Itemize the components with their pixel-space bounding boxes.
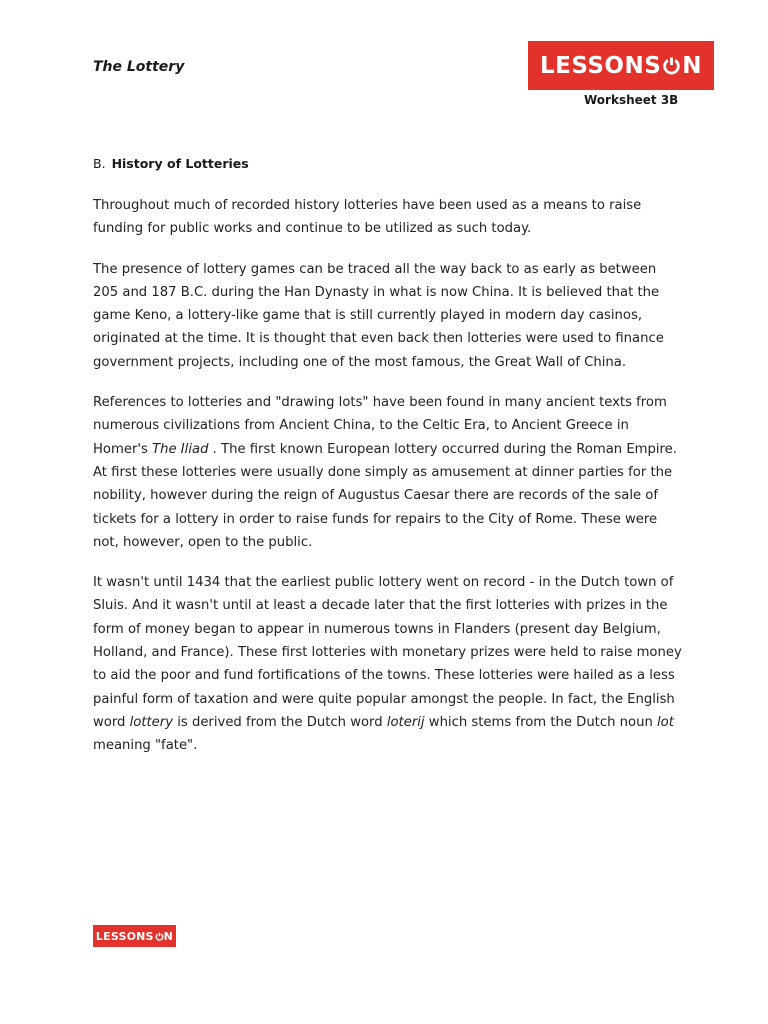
paragraph-4-text-c: is derived from the Dutch word <box>173 714 387 730</box>
paragraph-3-text-c: . The first known European lottery occurred during the Roman Empire. At first these lotteries were usually done simply as amusement at dinner parties for the nobility, however during the reign of Augustus Caesar there are records of the sale of tickets for a lottery in order to raise funds for repairs to the City of Rome. These were not, however, open to the public. <box>93 441 677 550</box>
iliad-title: The Iliad <box>152 441 209 457</box>
paragraph-3-text-a: References to lotteries and "drawing lots" have been found in many ancient texts from numerous civilizations from Ancient China, to the Celtic Era, to Ancient Greece in Homer's <box>93 395 667 457</box>
lessonson-logo <box>528 41 714 90</box>
word-lottery: lottery <box>129 714 174 730</box>
logo-text-end: N <box>682 52 703 79</box>
logo-text-start: LESSONS <box>539 52 662 79</box>
paragraph-3 <box>93 391 683 554</box>
paragraph-4 <box>93 571 683 757</box>
paragraph-4-text-a: It wasn't until 1434 that the earliest public lottery went on record - in the Dutch town of Sluis. And it wasn't until at least a decade later that the first lotteries with prizes in the form of money began to appear in numerous towns in Flanders (present day Belgium, Holland, and France). These first lotteries with monetary prizes were held to raise money to aid the poor and fund fortifications of the towns. These lotteries were hailed as a less painful form of taxation and were quite popular amongst the people. In fact, the English word <box>93 575 682 730</box>
body-text <box>93 194 683 775</box>
word-lot: lot <box>657 714 674 730</box>
power-icon <box>662 56 681 75</box>
paragraph-4-text-e: which stems from the Dutch noun <box>424 714 657 730</box>
footer-power-icon <box>155 932 164 941</box>
section-letter: B. <box>93 156 106 171</box>
document-title: The Lottery <box>93 59 185 75</box>
footer-logo-text-end: N <box>163 929 174 943</box>
paragraph-1: Throughout much of recorded history lotteries have been used as a means to raise funding for public works and continue to be utilized as such today. <box>93 198 642 237</box>
footer-logo-text-start: LESSONS <box>95 929 154 943</box>
worksheet-label: Worksheet 3B <box>584 93 679 107</box>
word-loterij: loterij <box>386 714 425 730</box>
section-heading-row <box>93 156 249 171</box>
paragraph-4-text-g: meaning "fate". <box>93 738 198 754</box>
section-heading: History of Lotteries <box>111 156 249 171</box>
paragraph-2: The presence of lottery games can be traced all the way back to as early as between 205 and 187 B.C. during the Han Dynasty in what is now China. It is believed that the game Keno, a lottery-like game that is still currently played in modern day casinos, originated at the time. It is thought that even back then lotteries were used to finance government projects, including one of the most famous, the Great Wall of China. <box>93 261 664 370</box>
footer-logo <box>93 925 176 947</box>
